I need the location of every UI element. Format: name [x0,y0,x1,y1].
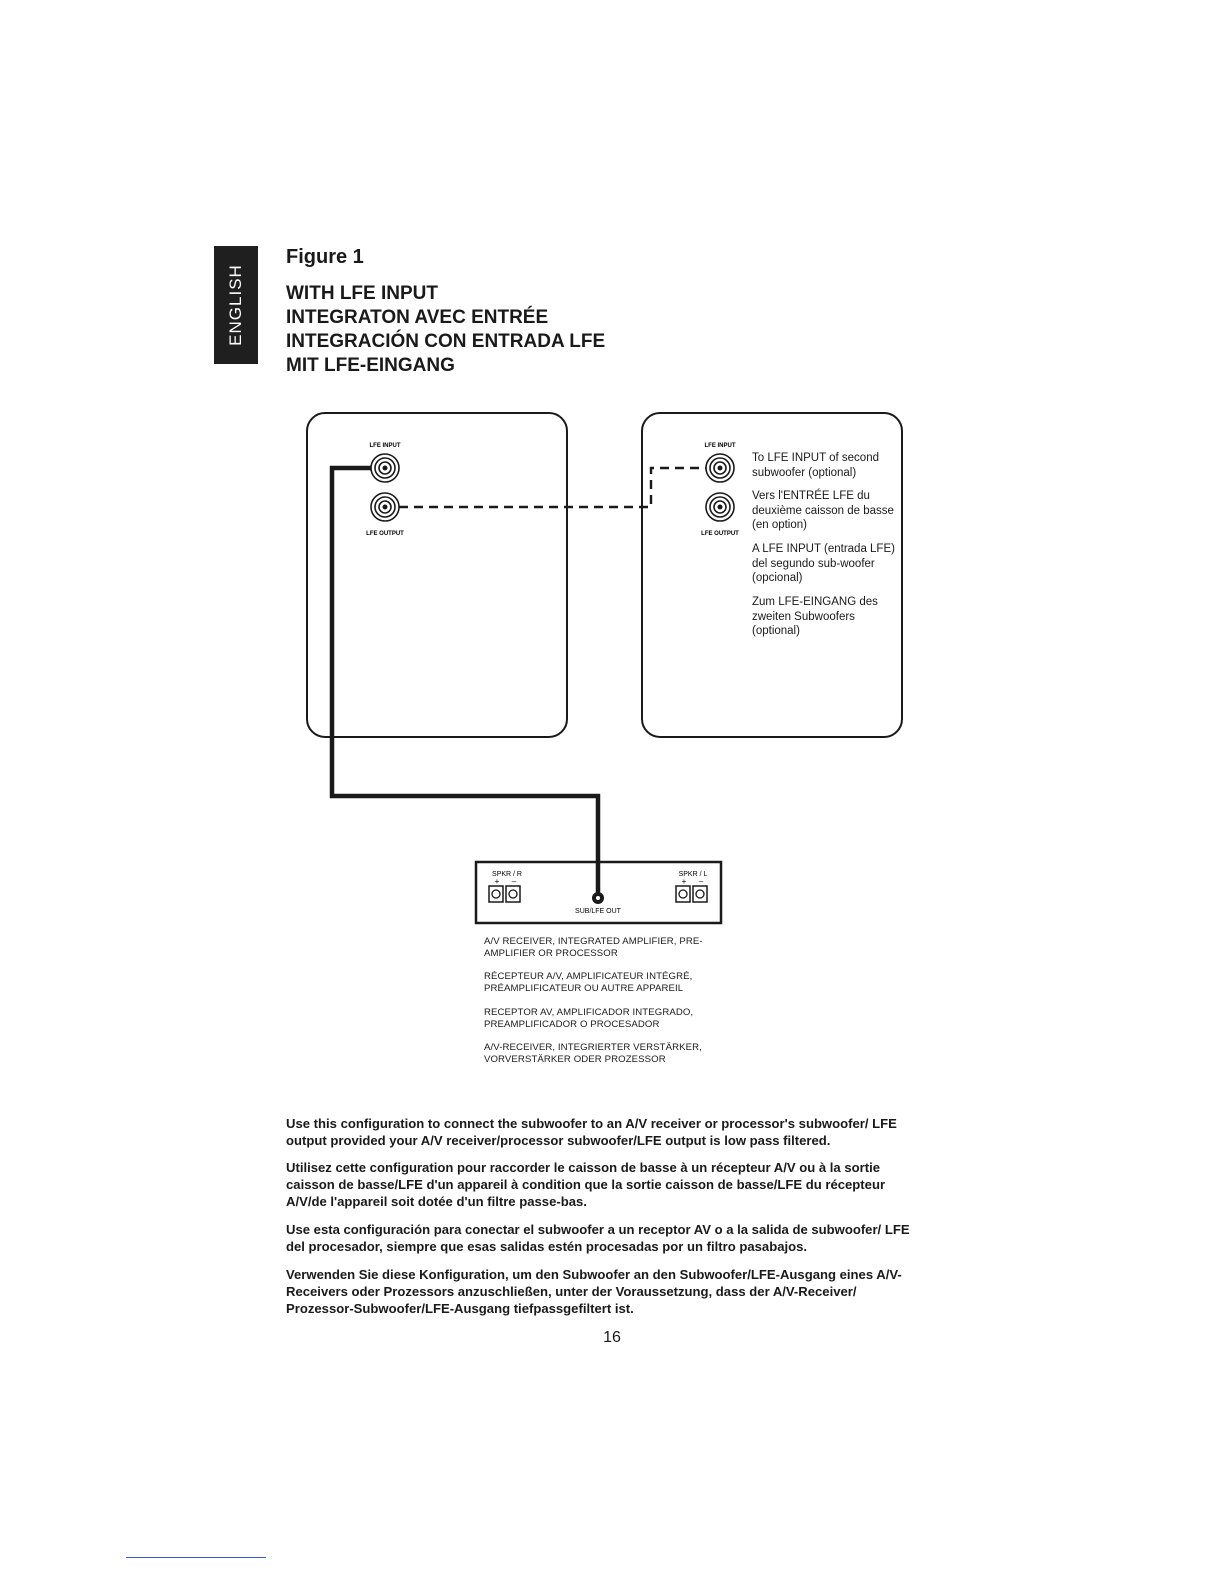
sub1-lfe-output-label: LFE OUTPUT [366,531,404,537]
second-sub-note-spanish: A LFE INPUT (entrada LFE) del segundo sub-woofer (opcional) [752,543,895,584]
receiver-sub-out-label: SUB/LFE OUT [575,908,621,915]
receiver-spkr-r-terminals [489,886,520,902]
sub2-lfe-input-jack [706,454,734,482]
sub1-lfe-input-jack [371,454,399,482]
second-sub-note-german: Zum LFE-EINGANG des zweiten Subwoofers (optional) [752,596,878,637]
heading-english: WITH LFE INPUT [286,283,438,304]
figure-label: Figure 1 [286,246,364,268]
receiver-spkr-l-label: SPKR / L [678,871,708,878]
paragraph-spanish: Use esta configuración para conectar el subwoofer a un receptor AV o a la salida de subwoofer/ LFE del procesador, siempre que esas salidas estén procesadas por un filtro pasabajos. [286,1222,910,1254]
heading-spanish: INTEGRACIÓN CON ENTRADA LFE [286,331,606,352]
paragraph-german: Verwenden Sie diese Konfiguration, um den Subwoofer an den Subwoofer/LFE-Ausgang eines A/V-Receivers oder Prozessors anzuschließen, unter der Voraussetzung, dass der A/V-Receiver/ Prozessor-Subwoofer/LFE-Ausgang tiefpassgefiltert ist. [286,1267,902,1316]
sub1-lfe-output-jack [371,493,399,521]
paragraph-english: Use this configuration to connect the subwoofer to an A/V receiver or processor's subwoofer/ LFE output provided your A/V receiver/processor subwoofer/LFE output is low pass filtered. [286,1116,897,1148]
second-sub-note-french: Vers l'ENTRÉE LFE du deuxième caisson de basse (en option) [752,490,894,531]
receiver-caption-german: A/V-RECEIVER, INTEGRIERTER VERSTÄRKER, VORVERSTÄRKER ODER PROZESSOR [484,1042,702,1065]
sub2-lfe-input-label: LFE INPUT [704,443,736,449]
heading-german: MIT LFE-EINGANG [286,355,455,376]
paragraph-french: Utilisez cette configuration pour raccorder le caisson de basse à un récepteur A/V ou à la sortie caisson de basse/LFE d'un appareil à condition que la sortie caisson de basse/LFE du récepteur A/V/de l'appareil soit dotée d'un filtre passe-bas. [286,1160,886,1209]
language-tab-label: ENGLISH [226,264,246,346]
receiver-caption-french: RÉCEPTEUR A/V, AMPLIFICATEUR INTÉGRÉ, PRÉAMPLIFICATEUR OU AUTRE APPAREIL [484,971,693,994]
optional-dashed-cable [399,468,706,507]
receiver-sub-out-jack [592,892,604,904]
receiver-caption-english: A/V RECEIVER, INTEGRATED AMPLIFIER, PRE-AMPLIFIER OR PROCESSOR [484,936,703,959]
receiver-spkr-r-label: SPKR / R [492,871,522,878]
footer-rule [126,1557,266,1558]
second-sub-note-english: To LFE INPUT of second subwoofer (optional) [752,452,879,479]
receiver-spkr-l-terminals [676,886,707,902]
heading-french: INTEGRATON AVEC ENTRÉE [286,307,549,328]
sub1-lfe-input-label: LFE INPUT [369,443,401,449]
subwoofer-1-panel [307,413,567,737]
receiver-spkr-l-minus: – [698,877,704,886]
sub2-lfe-output-jack [706,493,734,521]
sub2-lfe-output-label: LFE OUTPUT [701,531,739,537]
receiver-spkr-r-minus: – [511,877,517,886]
receiver-spkr-l-plus: + [681,877,687,886]
page-number: 16 [603,1329,621,1346]
receiver-caption-spanish: RECEPTOR AV, AMPLIFICADOR INTEGRADO, PREAMPLIFICADOR O PROCESADOR [484,1007,694,1030]
receiver-spkr-r-plus: + [494,877,500,886]
